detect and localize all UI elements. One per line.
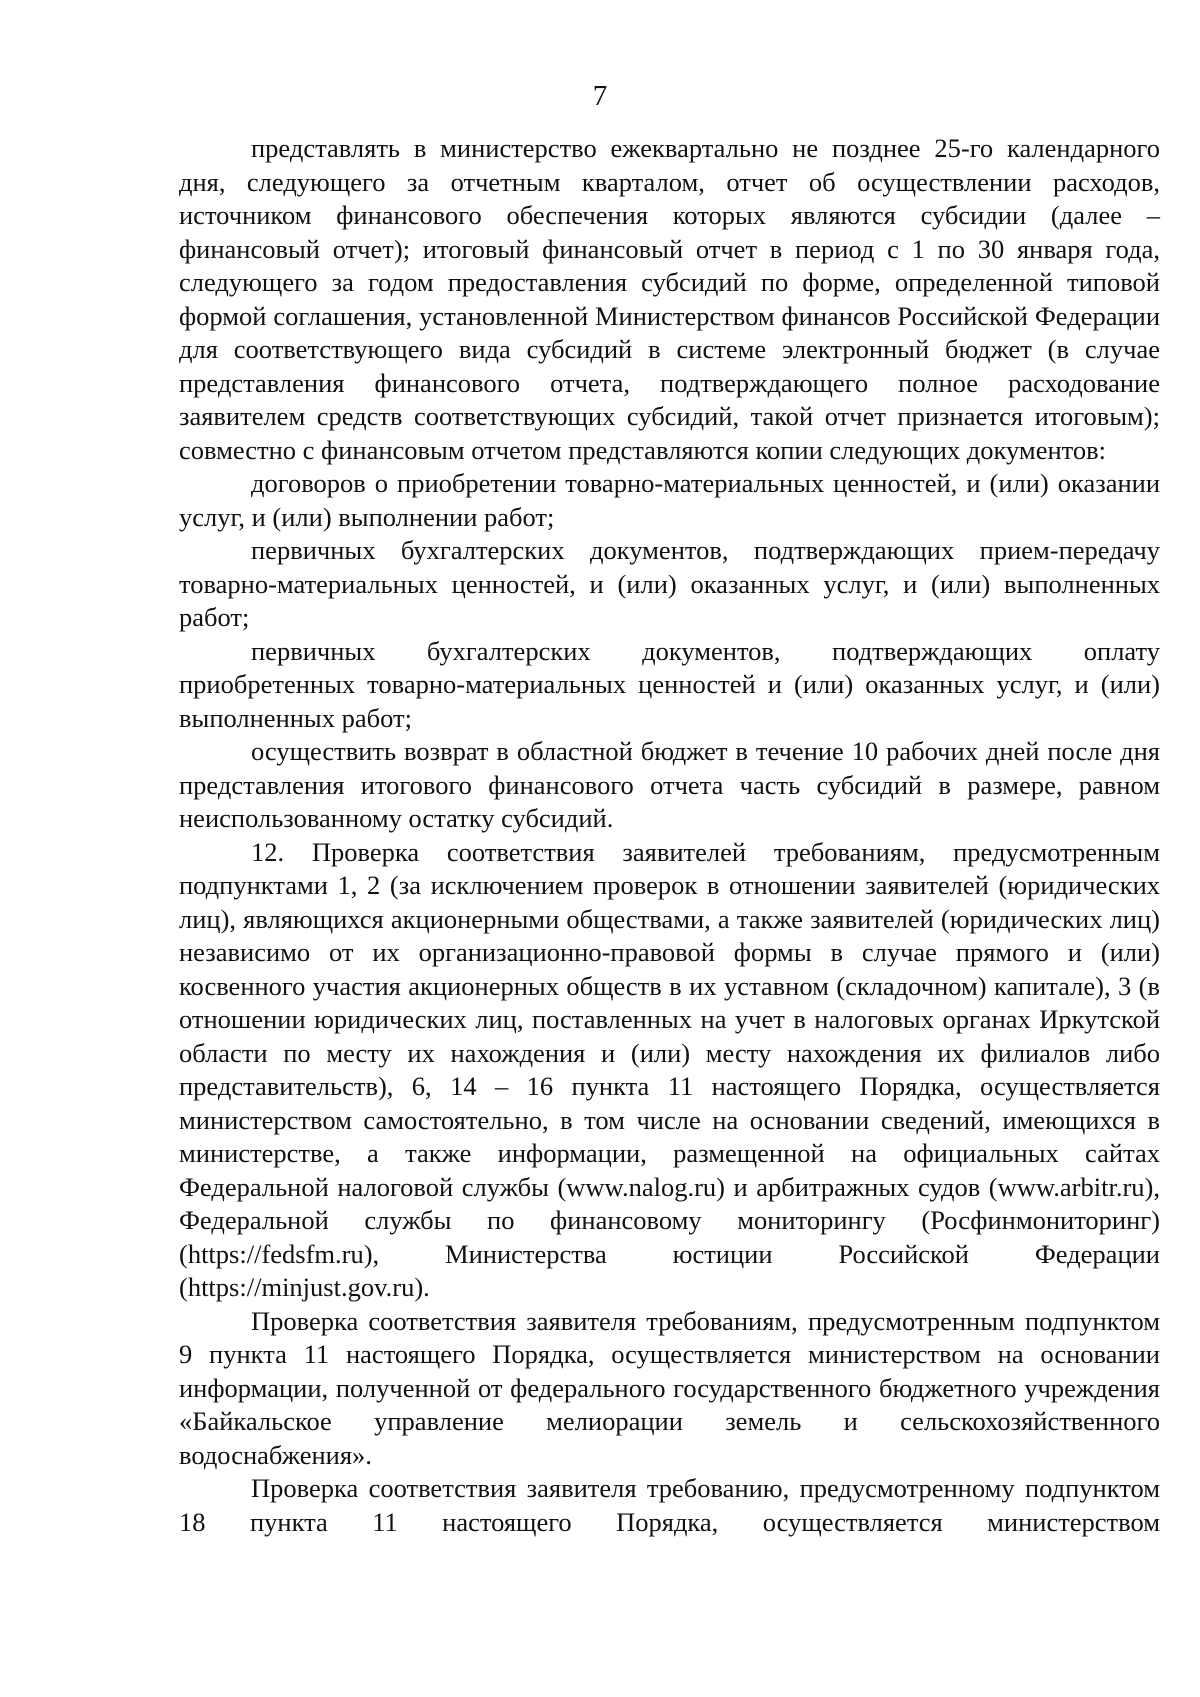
paragraph-check-subitem-9: Проверка соответствия заявителя требованиям, предусмотренным подпунктом 9 пункта 11 настоящего Порядка, осуществляется министерством на основании информации, полученной от федерального государственного бюджетного учреждения «Байкальское управление мелиорации земель и сельскохозяйственного водоснабжения».	[179, 1305, 1160, 1470]
paragraph-check-subitem-18: Проверка соответствия заявителя требованию, предусмотренному подпунктом 18 пункта 11 настоящего Порядка, осуществляется министерством	[179, 1473, 1160, 1537]
paragraph-refund: осуществить возврат в областной бюджет в течение 10 рабочих дней после дня представления итогового финансового отчета часть субсидий в размере, равном неиспользованному остатку субсидий.	[179, 736, 1160, 833]
paragraph-primary-docs-payment: первичных бухгалтерских документов, подтверждающих оплату приобретенных товарно-материальных ценностей и (или) оказанных услуг, и (или) выполненных работ;	[179, 635, 1160, 733]
paragraph-primary-docs-transfer: первичных бухгалтерских документов, подтверждающих прием-передачу товарно-материальных ценностей, и (или) оказанных услуг, и (или) выполненных работ;	[179, 535, 1160, 632]
paragraph-item-12: 12. Проверка соответствия заявителей требованиям, предусмотренным подпунктами 1, 2 (за исключением проверок в отношении заявителей (юридических лиц), являющихся акционерными обществами, а также заявителей (юридических лиц) независимо от их организационно-правовой формы в случае прямого и (или) косвенного участия акционерных обществ в их уставном (складочном) капитале), 3 (в отношении юридических лиц, поставленных на учет в налоговых органах Иркутской области по месту их нахождения и (или) месту нахождения их филиалов либо представительств), 6, 14 – 16 пункта 11 настоящего Порядка, осуществляется министерством самостоятельно, в том числе на основании сведений, имеющихся в министерстве, а также информации, размещенной на официальных сайтах Федеральной налоговой службы (www.nalog.ru) и арбитражных судов (www.arbitr.ru), Федеральной службы по финансовому мониторингу (Росфинмониторинг) (https://fedsfm.ru), Министерства юстиции Российской Федерации (https://minjust.gov.ru).	[179, 836, 1160, 1302]
paragraph-financial-report: представлять в министерство ежеквартально не позднее 25-го календарного дня, следующего за отчетным кварталом, отчет об осуществлении расходов, источником финансового обеспечения которых являются субсидии (далее – финансовый отчет); итоговый финансовый отчет в период с 1 по 30 января года, следующего за годом предоставления субсидий по форме, определенной типовой формой соглашения, установленной Министерством финансов Российской Федерации для соответствующего вида субсидий в системе электронный бюджет (в случае представления финансового отчета, подтверждающего полное расходование заявителем средств соответствующих субсидий, такой отчет признается итоговым); совместно с финансовым отчетом представляются копии следующих документов:	[179, 133, 1160, 465]
page-number: 7	[592, 80, 608, 112]
paragraph-contracts: договоров о приобретении товарно-материальных ценностей, и (или) оказании услуг, и (или) выполнении работ;	[179, 468, 1160, 532]
document-body	[179, 132, 1160, 1539]
